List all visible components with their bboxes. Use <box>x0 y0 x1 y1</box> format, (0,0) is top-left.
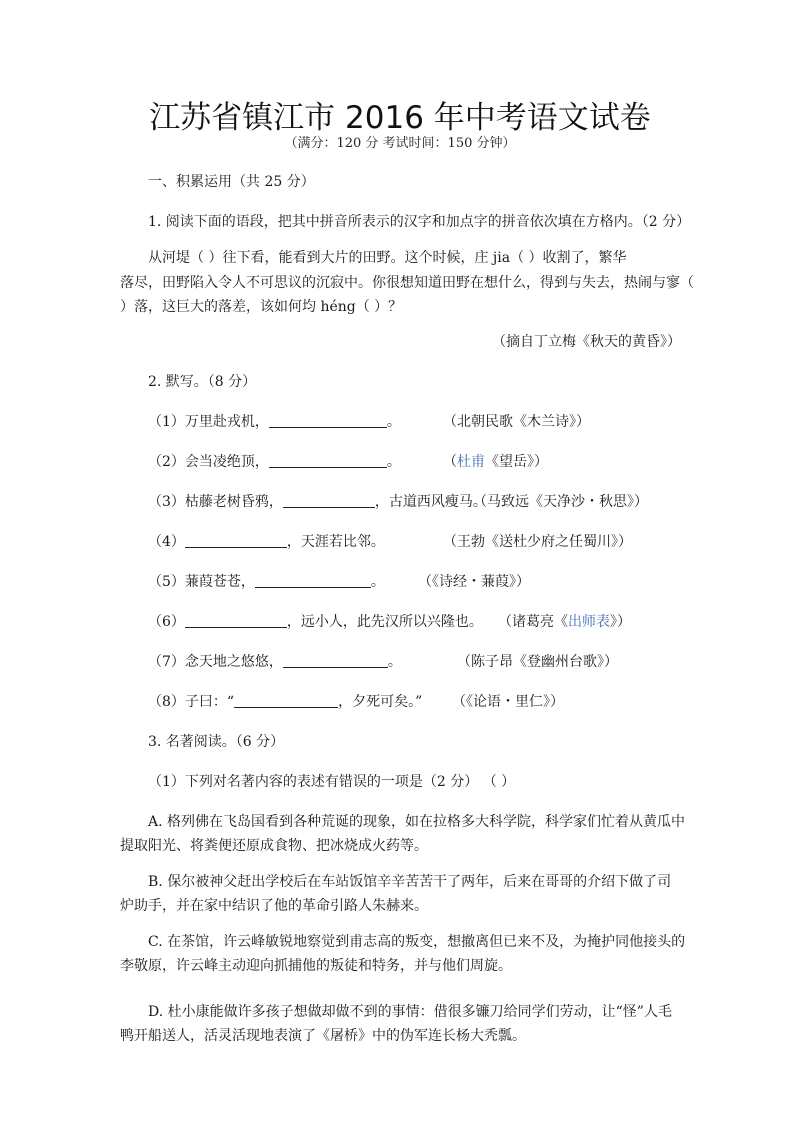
dictation-source: （《诗经・蒹葭》） <box>418 574 530 590</box>
passage-line-2: 落尽，田野陷入令人不可思议的沉寂中。你很想知道田野在想什么，得到与失去，热闹与寥（ <box>120 275 694 291</box>
option-b-line-2: 炉助手，并在家中结识了他的革命引路人朱赫来。 <box>120 898 428 914</box>
option-b-line-1: B. 保尔被神父赶出学校后在车站饭馆辛辛苦苦干了两年，后来在哥哥的介绍下做了司 <box>148 874 672 890</box>
passage-source: （摘自丁立梅《秋天的黄昏》） <box>492 334 681 350</box>
question-3-sub-1: （1）下列对名著内容的表述有错误的一项是（2 分） （ ） <box>148 774 516 790</box>
page-title: 江苏省镇江市 2016 年中考语文试卷 <box>149 100 651 136</box>
option-d-line-1: D. 杜小康能做许多孩子想做却做不到的事情：借很多镰刀给同学们劳动，让“怪”人毛 <box>148 1004 672 1020</box>
dictation-item <box>148 571 385 591</box>
item-text-after: ，远小人，此先汉所以兴隆也。 <box>286 614 483 630</box>
answer-blank[interactable] <box>255 573 371 588</box>
source-rest: 》） <box>610 614 631 630</box>
item-number: （2） <box>148 454 185 470</box>
option-d-line-2: 鸭开船送人，活灵活现地表演了《屠桥》中的伪军连长杨大秃瓢。 <box>120 1028 526 1044</box>
answer-blank[interactable] <box>269 453 387 468</box>
option-a-line-1: A. 格列佛在飞岛国看到各种荒诞的现象，如在拉格多大科学院，科学家们忙着从黄瓜中 <box>148 814 686 830</box>
question-2-heading: 2. 默写。（8 分） <box>148 374 257 390</box>
answer-blank[interactable] <box>185 613 287 628</box>
item-number: （7） <box>148 654 185 670</box>
dictation-item <box>148 611 483 631</box>
answer-blank[interactable] <box>283 653 388 668</box>
item-text-before: 子曰：“ <box>184 694 235 710</box>
item-number: （3） <box>148 494 185 510</box>
item-text-after: 。 <box>370 574 385 590</box>
exam-info: （满分：120 分 考试时间：150 分钟） <box>284 136 516 151</box>
dictation-item <box>148 531 385 551</box>
dictation-source: （北朝民歌《木兰诗》） <box>443 414 590 430</box>
item-text-before: 万里赴戎机， <box>184 414 269 430</box>
option-c-line-1: C. 在茶馆，许云峰敏锐地察觉到甫志高的叛变，想撤离但已来不及，为掩护同他接头的 <box>148 934 686 950</box>
item-text-after: ，天涯若比邻。 <box>286 534 385 550</box>
item-text-before: 会当凌绝顶， <box>184 454 269 470</box>
dictation-source: （王勃《送杜少府之任蜀川》） <box>443 534 632 550</box>
dictation-source <box>443 451 548 471</box>
passage-line-1: 从河堤（ ）往下看，能看到大片的田野。这个时候，庄 jia（ ）收割了，繁华 <box>148 250 627 266</box>
answer-blank[interactable] <box>234 693 338 708</box>
passage-line-3: ）落，这巨大的落差，该如何均 héng（ ）？ <box>120 299 403 315</box>
section-heading: 一、积累运用（共 25 分） <box>148 174 315 190</box>
question-1-prompt: 1. 阅读下面的语段，把其中拼音所表示的汉字和加点字的拼音依次填在方格内。（2 分） <box>148 214 691 230</box>
source-open: （诸葛亮《 <box>498 614 568 630</box>
dictation-item <box>148 411 401 431</box>
dictation-item <box>148 491 487 511</box>
option-c-line-2: 李敬原，许云峰主动迎向抓捕他的叛徒和特务，并与他们周旋。 <box>120 958 512 974</box>
dictation-source: （《论语・里仁》） <box>452 694 564 710</box>
item-number: （5） <box>148 574 185 590</box>
dictation-item <box>148 691 422 711</box>
item-text-after: 。 <box>386 414 401 430</box>
item-text-before: 蒹葭苍苍， <box>184 574 255 590</box>
item-number: （1） <box>148 414 185 430</box>
item-number: （6） <box>148 614 185 630</box>
option-a-line-2: 提取阳光、将粪便还原成食物、把冰烧成火药等。 <box>120 838 428 854</box>
dictation-source: （陈子昂《登幽州台歌》） <box>457 654 618 670</box>
answer-blank[interactable] <box>185 533 287 548</box>
dictation-item <box>148 651 402 671</box>
item-number: （4） <box>148 534 185 550</box>
item-text-after: 。 <box>387 654 402 670</box>
item-text-after: 。 <box>386 454 401 470</box>
item-text-after: ，古道西风瘦马。 <box>374 494 487 510</box>
answer-blank[interactable] <box>283 493 375 508</box>
answer-blank[interactable] <box>269 413 387 428</box>
dictation-source: （马致远《天净沙・秋思》） <box>473 494 648 510</box>
source-title-link[interactable]: 出师表 <box>568 614 610 630</box>
source-rest: 《望岳》） <box>485 454 548 470</box>
item-text-after: ，夕死可矣。” <box>338 694 423 710</box>
dictation-source <box>498 611 631 631</box>
source-open: （ <box>443 454 457 470</box>
question-3-heading: 3. 名著阅读。（6 分） <box>148 734 285 750</box>
item-number: （8） <box>148 694 185 710</box>
source-author-link[interactable]: 杜甫 <box>457 454 485 470</box>
item-text-before: 枯藤老树昏鸦， <box>184 494 283 510</box>
item-text-before: 念天地之悠悠， <box>184 654 283 670</box>
dictation-item <box>148 451 401 471</box>
